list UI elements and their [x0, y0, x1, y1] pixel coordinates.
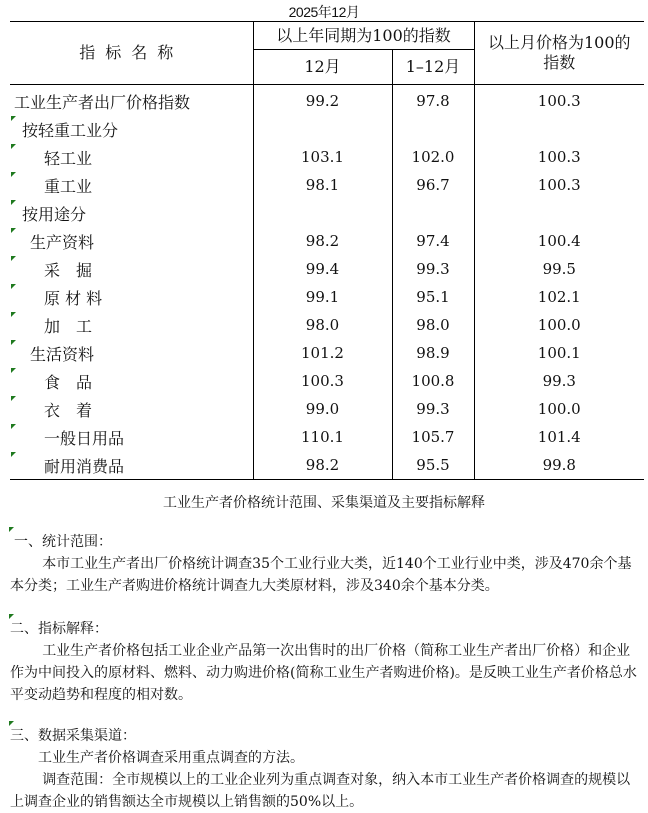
row-name: 采 掘 — [10, 255, 253, 283]
comment-marker-icon — [11, 424, 16, 429]
table-row — [10, 283, 644, 311]
section-scope — [10, 531, 640, 597]
table-row — [10, 227, 644, 255]
row-mom: 100.0 — [537, 400, 581, 418]
row-yoy-cumulative: 97.4 — [392, 227, 474, 255]
section-collection-heading: 三、数据采集渠道： — [10, 725, 640, 747]
table-body — [10, 85, 644, 480]
row-yoy-cumulative: 99.3 — [392, 255, 474, 283]
table-row — [10, 311, 644, 339]
row-yoy-month: 99.2 — [253, 85, 392, 116]
header-yoy-cumulative: 1–12月 — [392, 50, 474, 85]
row-mom: 100.3 — [537, 176, 581, 194]
row-name: 食 品 — [10, 367, 253, 395]
comment-marker-icon — [11, 312, 16, 317]
comment-marker-icon — [11, 200, 16, 205]
row-yoy-cumulative: 95.1 — [392, 283, 474, 311]
row-yoy-cumulative — [392, 115, 474, 143]
section-scope-text: 本市工业生产者出厂价格统计调查35个工业行业大类，近140个工业行业中类，涉及470余个基本分类；工业生产者购进价格统计调查九大类原材料，涉及340余个基本分类。 — [10, 556, 632, 594]
row-mom: 100.1 — [537, 344, 581, 362]
row-yoy-month: 98.2 — [253, 227, 392, 255]
section-collection — [10, 725, 640, 813]
row-yoy-cumulative: 100.8 — [392, 367, 474, 395]
row-yoy-cumulative: 98.0 — [392, 311, 474, 339]
row-mom: 100.3 — [537, 92, 581, 110]
comment-marker-icon — [11, 256, 16, 261]
comment-marker-icon — [11, 228, 16, 233]
comment-marker-icon — [9, 614, 14, 619]
row-mom: 99.3 — [542, 372, 576, 390]
header-yoy-group: 以上年同期为100的指数 — [253, 22, 474, 50]
row-name: 一般日用品 — [10, 423, 253, 451]
section-definitions-text: 工业生产者价格包括工业企业产品第一次出售时的出厂价格（简称工业生产者出厂价格）和企业作为中间投入的原材料、燃料、动力购进价格(简称工业生产者购进价格)。是反映工业生产者价格总水平变动趋势和程度的相对数。 — [10, 643, 637, 703]
table-row — [10, 143, 644, 171]
row-name: 工业生产者出厂价格指数 — [10, 85, 253, 116]
table-row — [10, 423, 644, 451]
comment-marker-icon — [11, 452, 16, 457]
row-mom: 102.1 — [537, 288, 581, 306]
row-name: 原 材 料 — [10, 283, 253, 311]
row-yoy-month — [253, 199, 392, 227]
comment-marker-icon — [11, 144, 16, 149]
row-name: 轻工业 — [10, 143, 253, 171]
row-name: 耐用消费品 — [10, 451, 253, 480]
row-yoy-month: 103.1 — [253, 143, 392, 171]
row-yoy-cumulative: 98.9 — [392, 339, 474, 367]
row-name: 生产资料 — [10, 227, 253, 255]
comment-marker-icon — [11, 396, 16, 401]
row-mom: 101.4 — [537, 428, 581, 446]
comment-marker-icon — [11, 284, 16, 289]
row-yoy-cumulative: 99.3 — [392, 395, 474, 423]
table-row — [10, 171, 644, 199]
row-mom — [474, 199, 644, 227]
comment-marker-icon — [11, 172, 16, 177]
row-yoy-month: 99.0 — [253, 395, 392, 423]
table-row — [10, 367, 644, 395]
row-yoy-month: 98.0 — [253, 311, 392, 339]
comment-marker-icon — [11, 340, 16, 345]
row-yoy-cumulative: 97.8 — [392, 85, 474, 116]
row-yoy-cumulative: 96.7 — [392, 171, 474, 199]
row-yoy-cumulative: 95.5 — [392, 451, 474, 480]
row-mom: 99.8 — [474, 451, 644, 480]
row-yoy-month: 100.3 — [253, 367, 392, 395]
table-row — [10, 199, 644, 227]
row-mom — [474, 115, 644, 143]
section-collection-scope: 调查范围：全市规模以上的工业企业列为重点调查对象，纳入本市工业生产者价格调查的规模以上调查企业的销售额达全市规模以上销售额的50%以上。 — [10, 772, 631, 810]
row-yoy-month: 101.2 — [253, 339, 392, 367]
row-name: 衣 着 — [10, 395, 253, 423]
comment-marker-icon — [11, 368, 16, 373]
table-row — [10, 255, 644, 283]
table-row — [10, 395, 644, 423]
header-indicator-name: 指标名称 — [10, 22, 253, 85]
row-yoy-month — [253, 115, 392, 143]
price-index-table — [10, 21, 644, 480]
row-mom: 99.5 — [542, 260, 576, 278]
section-scope-heading: 一、统计范围： — [10, 531, 640, 553]
row-name: 生活资料 — [10, 339, 253, 367]
row-yoy-month: 98.2 — [253, 451, 392, 480]
row-yoy-cumulative: 105.7 — [392, 423, 474, 451]
row-yoy-cumulative — [392, 199, 474, 227]
row-name: 按用途分 — [10, 199, 253, 227]
row-yoy-month: 110.1 — [253, 423, 392, 451]
section-definitions-heading: 二、指标解释： — [10, 618, 640, 640]
comment-marker-icon — [9, 527, 14, 532]
table-row — [10, 85, 644, 116]
row-name: 加 工 — [10, 311, 253, 339]
section-definitions — [10, 618, 640, 706]
row-yoy-cumulative: 102.0 — [392, 143, 474, 171]
table-row — [10, 339, 644, 367]
header-mom: 以上月价格为100的指数 — [474, 22, 644, 85]
row-yoy-month: 99.1 — [253, 283, 392, 311]
table-row — [10, 451, 644, 480]
row-mom: 100.4 — [537, 232, 581, 250]
row-yoy-month: 98.1 — [253, 171, 392, 199]
row-name: 重工业 — [10, 171, 253, 199]
table-row — [10, 115, 644, 143]
notes-title: 工业生产者价格统计范围、采集渠道及主要指标解释 — [163, 495, 485, 511]
section-collection-method: 工业生产者价格调查采用重点调查的方法。 — [38, 750, 304, 766]
header-yoy-month: 12月 — [253, 50, 392, 85]
row-mom: 100.3 — [537, 148, 581, 166]
row-name: 按轻重工业分 — [10, 115, 253, 143]
report-date: 2025年12月 — [288, 4, 360, 20]
row-mom: 100.0 — [537, 316, 581, 334]
comment-marker-icon — [11, 116, 16, 121]
row-yoy-month: 99.4 — [253, 255, 392, 283]
comment-marker-icon — [9, 721, 14, 726]
